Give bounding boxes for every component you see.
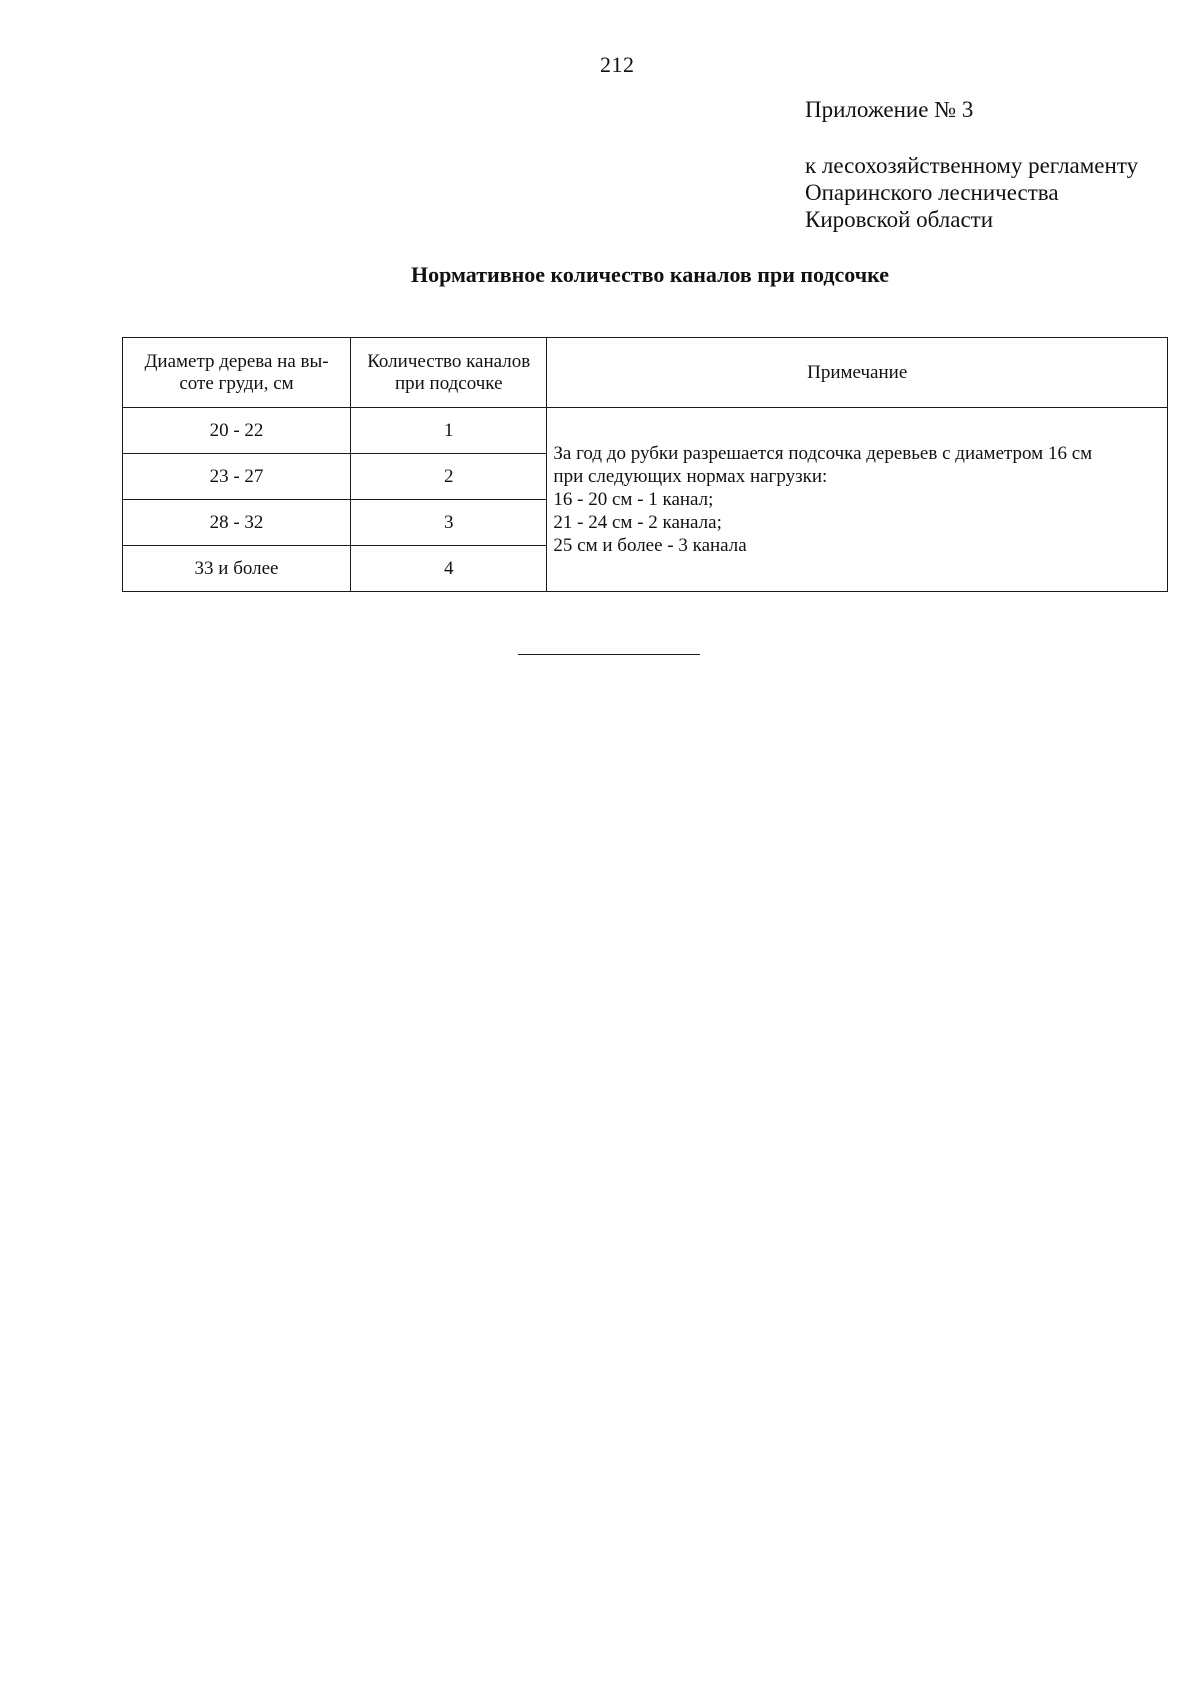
regulation-reference	[805, 152, 1138, 233]
note-cell	[547, 408, 1168, 592]
header-note	[547, 338, 1168, 408]
regulation-line: к лесохозяйственному регламенту	[805, 153, 1139, 178]
header-channels-label: Количество каналов при подсочке	[367, 350, 531, 394]
page-number: 212	[600, 52, 635, 77]
table-header-row	[123, 338, 1168, 408]
note-line: 21 - 24 см - 2 канала;	[553, 512, 722, 533]
table-row	[123, 408, 1168, 454]
regulation-line: Кировской области	[805, 207, 994, 232]
header-diameter-label: Диаметр дерева на вы- соте груди, см	[144, 350, 329, 394]
channels-cell: 2	[351, 454, 547, 500]
regulation-line: Опаринского лесничества	[805, 180, 1059, 205]
header-channels	[351, 338, 547, 408]
channels-cell: 3	[351, 500, 547, 546]
document-title: Нормативное количество каналов при подсочке	[410, 262, 890, 287]
end-of-document-rule	[518, 654, 700, 655]
annex-label: Приложение № 3	[805, 97, 974, 122]
channels-cell: 4	[351, 546, 547, 592]
note-line: 16 - 20 см - 1 канал;	[553, 489, 714, 510]
note-line: За год до рубки разрешается подсочка деревьев с диаметром 16 см	[553, 443, 1093, 464]
diameter-cell: 23 - 27	[123, 454, 351, 500]
channels-cell: 1	[351, 408, 547, 454]
header-note-label: Примечание	[807, 361, 908, 383]
diameter-cell: 33 и более	[123, 546, 351, 592]
diameter-cell: 28 - 32	[123, 500, 351, 546]
diameter-cell: 20 - 22	[123, 408, 351, 454]
header-diameter	[123, 338, 351, 408]
note-line: 25 см и более - 3 канала	[553, 535, 747, 556]
channels-norms-table	[122, 337, 1168, 592]
note-line: при следующих нормах нагрузки:	[553, 466, 828, 487]
